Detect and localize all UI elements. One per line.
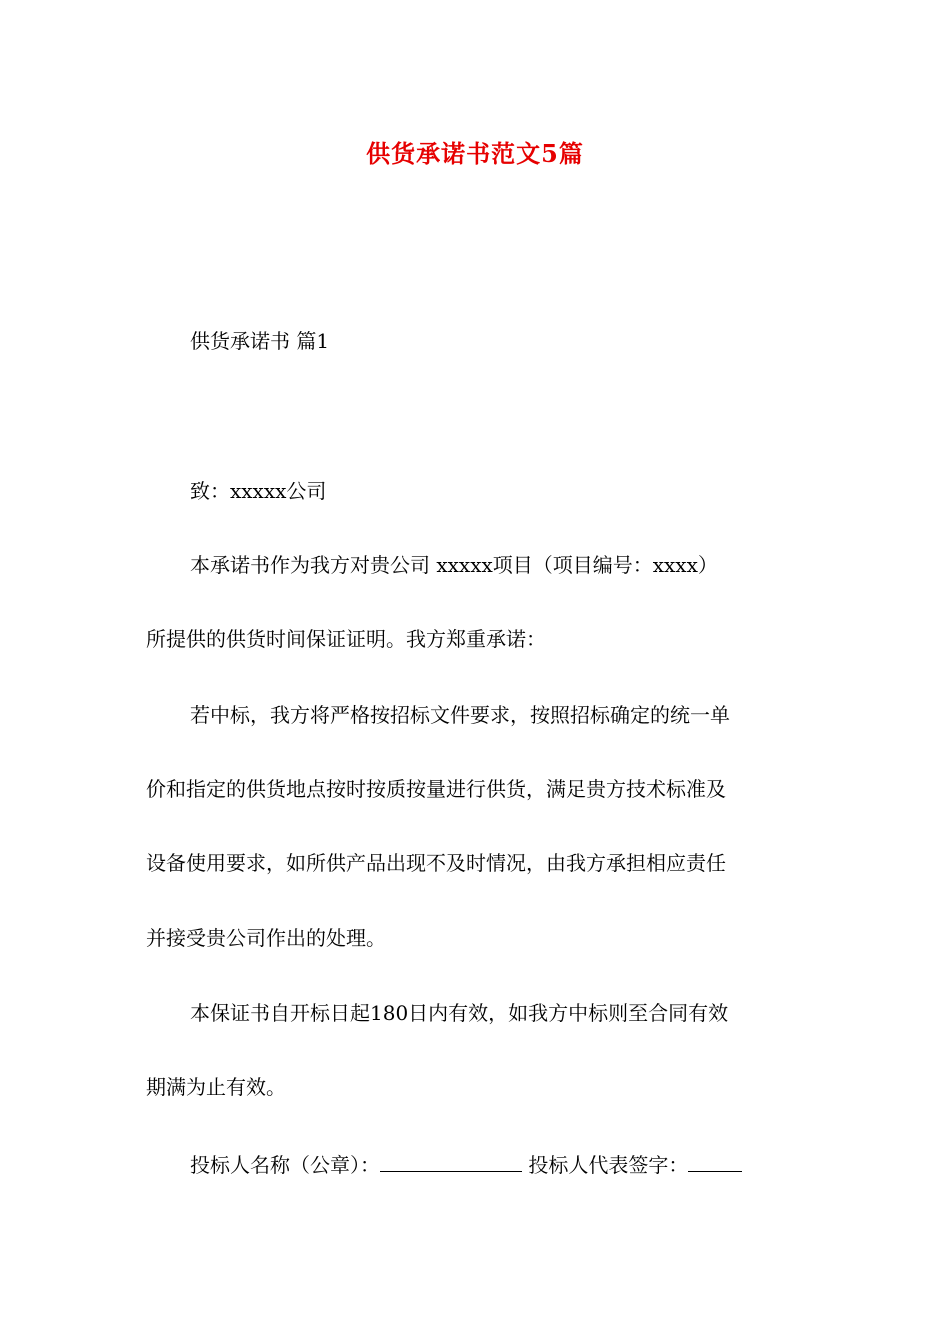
paragraph-2-line-3: 设备使用要求，如所供产品出现不及时情况，由我方承担相应责任 bbox=[146, 851, 726, 875]
addressee: 致：xxxxx公司 bbox=[190, 479, 327, 503]
paragraph-2-line-2: 价和指定的供货地点按时按质按量进行供货，满足贵方技术标准及 bbox=[146, 777, 726, 801]
representative-signature-blank bbox=[688, 1149, 742, 1172]
paragraph-1-line-2: 所提供的供货时间保证证明。我方郑重承诺： bbox=[146, 627, 546, 651]
signature-line bbox=[190, 1149, 742, 1179]
bidder-name-blank bbox=[380, 1149, 522, 1172]
paragraph-3-line-2: 期满为止有效。 bbox=[146, 1075, 286, 1099]
paragraph-2-line-1: 若中标，我方将严格按招标文件要求，按照招标确定的统一单 bbox=[190, 703, 730, 727]
document-title: 供货承诺书范文5篇 bbox=[366, 139, 584, 168]
bidder-name-label: 投标人名称（公章）： bbox=[190, 1153, 380, 1177]
paragraph-3-line-1: 本保证书自开标日起180日内有效，如我方中标则至合同有效 bbox=[190, 1001, 729, 1025]
section-heading: 供货承诺书 篇1 bbox=[190, 329, 330, 353]
representative-label: 投标人代表签字： bbox=[528, 1153, 689, 1177]
paragraph-1-line-1: 本承诺书作为我方对贵公司 xxxxx项目（项目编号：xxxx） bbox=[190, 553, 718, 577]
paragraph-2-line-4: 并接受贵公司作出的处理。 bbox=[146, 926, 386, 950]
